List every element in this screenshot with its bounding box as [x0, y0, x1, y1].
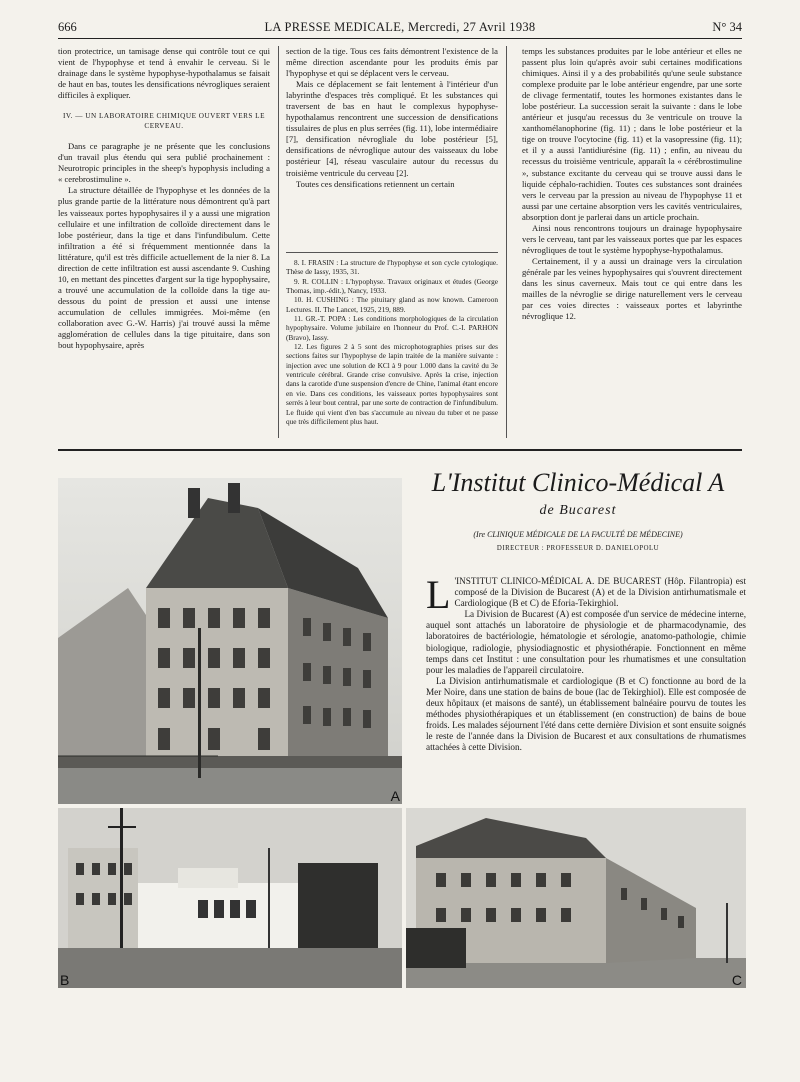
- paragraph: Dans ce paragraphe je ne présente que les conclusions d'un travail plus étendu qui sera publié prochainement : Neurotropic principles in the sheep's hypophysis including a « cerebrostimuline ».: [58, 141, 270, 185]
- paragraph: temps les substances produites par le lobe antérieur et elles ne passent plus loin qu'après avoir subi certaines modifications chimiques. Ainsi il y a des probabilités qu'une seule substance complexe produite par le lobe antérieur engendre, par une sorte de clivage fermentatif, toutes les hormones existantes dans le lobe postérieur. La succession serait la suivante : dans le lobe antérieur et jusqu'au recessus du 3e ventricule on trouve la xanthomélanophorine (fig. 11) ; dans le lobe postérieur et la tige on trouve l'ocytocine (fig. 11) et la vasopressine (fig. 11); et il y a aussi l'antidiurésine (fig. 11) ; enfin, au niveau du recessus du troisième ventricule, apparaît la « cérébrostimuline », substance excitante du cerveau qui se trouve aussi dans le liquide céphalo-rachidien. Toutes ces substances sont drainées vers le cerveau par la pression au niveau de l'hypophyse 11 et aussi par une certaine absorption vers les cavités ventriculaires, absorption dont je parlerai dans un article prochain.: [522, 46, 742, 222]
- footnote: 10. H. CUSHING : The pituitary gland as now known. Cameroon Lectures. II. The Lancet, 1925, 219, 889.: [286, 295, 498, 314]
- article-subtitle: de Bucarest: [539, 503, 617, 518]
- paragraph: La structure détaillée de l'hypophyse et les données de la plus grande partie de la littérature nous démontrent qu'à part les vaisseaux portes hypophysaires il y a aussi une migration cellulaire et une infiltration de colloïde directement dans le lobe postérieur, dans la tige et dans l'infundibulum. Cette infiltration a été si fréquemment mentionnée dans la littérature, qu'il est très difficile actuellement de la nier 8. La direction de cette infiltration est aussi ascendante 9. Cushing 10, en mettant des pincettes d'argent sur la tige hypophysaire, a trouvé une accumulation de la colloïde dans la tige au-dessous du point de pression et aussi une intense accumulation de cellules immigrées. Moi-même (en collaboration avec G.-W. Harris) j'ai trouvé aussi la même agglomération de cellules dans la tige pituitaire, dans son bout hypophysaire, après: [58, 185, 270, 351]
- text-column-3: [522, 46, 742, 322]
- section-rule: [58, 449, 742, 451]
- footnotes: [286, 258, 498, 426]
- article-paragraph: La Division antirhumatismale et cardiologique (B et C) fonctionne au bord de la Mer Noire, dans une station de bains de boue (lac de Tekirghiol). Elle est composée de deux hôpitaux (et maisons de santé), un établissement balnéaire pourvu de toutes les méthodes physiothérapiques et un établissement (en construction) de bains de boue froids. Les malades séjournent l'été dans cette dernière Division et sont ensuite soignés le reste de l'année dans la Division de Bucarest et aux consultations de rhumatismes attachées à cette Division.: [426, 675, 746, 753]
- paragraph: Certainement, il y a aussi un drainage vers la circulation générale par les veines hypophysaires qui s'ouvrent directement dans les sinus caverneux. Mais tout ce qui entre dans les mailles de la névroglie se dirige naturellement vers le cerveau par ces voies directes : vaisseaux portes et labyrinthe névroglique 12.: [522, 255, 742, 322]
- column-divider: [278, 46, 279, 438]
- footnote: 12. Les figures 2 à 5 sont des microphotographies prises sur des sections faites sur l'hypophyse de lapin traitée de la manière suivante : injection avec une solution de KCl à 9 pour 1.000 dans la cavité du 3e ventricule cérébral. Grande crise convulsive. Après la crise, injection dans la carotide d'une suspension d'encre de Chine, l'animal étant encore en vie. Dans ces conditions, les vaisseaux portes hypophysaires sont serrés à leur bout central, par une sorte de contraction de l'infundibulum. Le fluide qui vient d'en bas s'accumule au niveau du tuber et ne passe que très difficilement plus haut.: [286, 342, 498, 426]
- text-column-1: [58, 46, 270, 351]
- photo-building-a: [58, 478, 402, 804]
- issue-number: N° 34: [712, 20, 742, 34]
- journal-title: LA PRESSE MEDICALE, Mercredi, 27 Avril 1938: [264, 20, 536, 34]
- paragraph: Mais ce déplacement se fait lentement à l'intérieur d'un labyrinthe d'espaces très compliqué. Et les substances qui traversent de bas en haut le complexus hypophyse-hypothalamus rencontrent une succession de densifications tissulaires de plus en plus serrées (fig. 11), lobe intermédiaire [7], densification névrogliale du lobe postérieur [5], densifications de névroglique autour des vaisseaux du lobe postérieur [4], réseau vasculaire autour du recessus du troisième ventricule du cerveau [2].: [286, 79, 498, 178]
- header-rule: [58, 38, 742, 39]
- text-column-2: [286, 46, 498, 190]
- page-header: [58, 20, 742, 38]
- paragraph: Ainsi nous rencontrons toujours un drainage hypophysaire vers le cerveau, tant par les vaisseaux portes que par les espaces névrogliques de tout le système hypophyse-hypothalamus.: [522, 222, 743, 255]
- photo-building-c: [406, 808, 746, 988]
- column-divider: [506, 46, 507, 438]
- footnote-rule: [286, 252, 498, 253]
- director-line: DIRECTEUR : PROFESSEUR D. DANIELOPOLU: [496, 545, 660, 552]
- article-title: L'Institut Clinico-Médical A: [431, 468, 725, 497]
- section-heading: IV. — UN LABORATOIRE CHIMIQUE OUVERT VERS LE CERVEAU.: [63, 112, 265, 131]
- article-paragraph: L 'INSTITUT CLINICO-MÉDICAL A. DE BUCAREST (Hôp. Filantropia) est composé de la Division de Bucarest (A) et de la Division antirhumatismale et Cardiologique (B et C) de Eforia-Tekirghiol.: [426, 572, 746, 617]
- paragraph: Toutes ces densifications retiennent un certain: [296, 178, 455, 189]
- footnote: 8. I. FRASIN : La structure de l'hypophyse et son cycle cytologique. Thèse de Iassy, 1935, 31.: [286, 258, 498, 277]
- drop-cap: L: [426, 572, 451, 617]
- article-paragraph: La Division de Bucarest (A) est composée d'un service de médecine interne, auquel sont attachés un laboratoire de physiologie et de pharmacodynamie, des laboratoires de bactériologie, hématologie et sérologie, anatomo-pathologie, chimie biologique, radiologie, physiodiagnostic et physiothérapie. Fonctionnent en même temps dans cet Institut : une consultation pour les rhumatismes et une consultation pour les maladies de l'appareil circulatoire.: [426, 609, 746, 675]
- footnote: 9. R. COLLIN : L'hypophyse. Travaux originaux et études (George Thomas, imp.-édit.), Nancy, 1933.: [286, 276, 498, 296]
- paragraph: tion protectrice, un tamisage dense qui contrôle tout ce qui vient de l'hypophyse et tend à envahir le cerveau. Si le drainage dans le système hypophyse-hypothalamus se faisait de haut en bas, toutes les densifications névrogliques seraient difficiles à expliquer.: [58, 46, 270, 101]
- footnote: 11. GR.-T. POPA : Les conditions morphologiques de la circulation hypophysaire. Volume jubilaire en l'honneur du Prof. C.-I. PARHON (Bravo), Iassy.: [286, 314, 498, 342]
- photo-label-c: C: [731, 972, 742, 988]
- paragraph: section de la tige. Tous ces faits démontrent l'existence de la même direction ascendante pour les produits émis par l'hypophyse et qui se déplacent vers le cerveau.: [286, 46, 498, 79]
- page-number: 666: [58, 20, 77, 34]
- clinic-line: (Ire CLINIQUE MÉDICALE DE LA FACULTÉ DE MÉDECINE): [473, 530, 683, 539]
- photo-label-b: B: [60, 972, 70, 988]
- photo-building-b: [58, 808, 402, 988]
- photo-label-a: A: [390, 788, 400, 804]
- article-body: [426, 572, 746, 754]
